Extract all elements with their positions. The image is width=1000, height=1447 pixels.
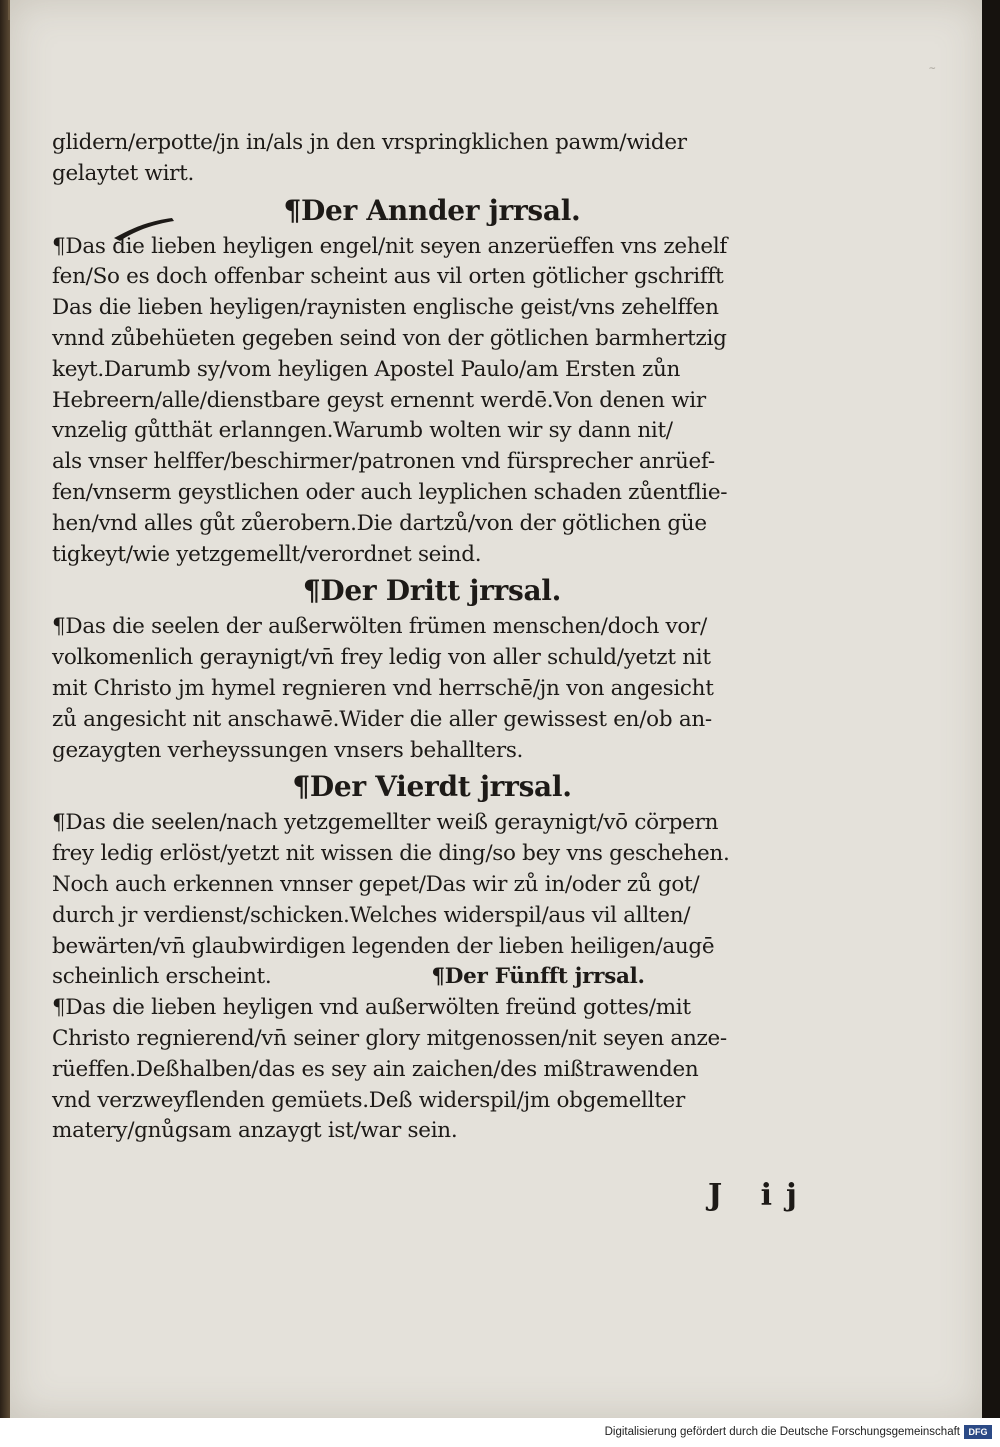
section-heading: ¶Der Vierdt jrrsal. [292,770,572,804]
text-line: hen/vnd alles gůt zůerobern.Die dartzů/von der götlichen güe [52,510,707,536]
page-text [52,128,812,1147]
funding-credit: Digitalisierung gefördert durch die Deutsche Forschungsgemeinschaft [604,1426,960,1438]
page-corner-mark: ~ [928,64,936,74]
text-line: ¶Das die seelen/nach yetzgemellter weiß geraynigt/vō cörpern [52,810,719,836]
book-binding [0,0,10,1418]
text-line: vnd verzweyflenden gemüets.Deß widerspil/jm obgemellter [52,1087,685,1113]
text-line: ¶Das die seelen der außerwölten frümen menschen/doch vor/ [52,614,707,640]
text-line: ¶Das die lieben heyligen engel/nit seyen anzerüeffen vns zehelf [52,233,728,259]
section-heading: ¶Der Dritt jrrsal. [302,574,562,608]
text-line: als vnser helffer/beschirmer/patronen vnd fürsprecher anrüef- [52,449,715,475]
text-line: zů angesicht nit anschawē.Wider die aller gewissest en/ob an- [52,706,712,732]
text-line: keyt.Darumb sy/vom heyligen Apostel Paulo/am Ersten zůn [52,356,681,382]
text-line: bewärten/vn̄ glaubwirdigen legenden der lieben heiligen/augē [52,933,715,959]
text-line: frey ledig erlöst/yetzt nit wissen die ding/so bey vns geschehen. [52,841,730,867]
text-line: Noch auch erkennen vnnser gepet/Das wir zů in/oder zů got/ [52,871,700,897]
signature-mark: J ij [708,1178,811,1213]
page-edge-shadow [982,0,1000,1418]
text-line: gezaygten verheyssungen vnsers behallters. [52,737,524,763]
text-line: durch jr verdienst/schicken.Welches widerspil/aus vil allten/ [52,902,691,928]
text-line: matery/gnůgsam anzaygt ist/war sein. [52,1118,458,1144]
footer-bar [0,1418,1000,1447]
dfg-logo-icon: DFG [964,1425,992,1439]
text-line: vnnd zůbehüeten gegeben seind von der götlichen barmhertzig [52,325,727,351]
text-line: Hebreern/alle/dienstbare geyst ernennt werdē.Von denen wir [52,387,706,413]
text-line: glidern/erpotte/jn in/als jn den vrspringklichen pawm/wider [52,130,687,155]
text-line: volkomenlich geraynigt/vn̄ frey ledig von aller schuld/yetzt nit [52,645,711,671]
section-heading-inline: ¶Der Fünfft jrrsal. [431,964,645,990]
text-line: ¶Das die lieben heyligen vnd außerwölten freünd gottes/mit [52,995,691,1021]
text-line: fen/So es doch offenbar scheint aus vil orten götlicher gschrifft [52,264,724,290]
text-line: rüeffen.Deßhalben/das es sey ain zaichen/des mißtrawenden [52,1056,699,1082]
text-line: vnzelig gůtthät erlanngen.Warumb wolten wir sy dann nit/ [52,418,673,444]
text-line: tigkeyt/wie yetzgemellt/verordnet seind. [52,541,482,567]
text-line: Das die lieben heyligen/raynisten englische geist/vns zehelffen [52,295,719,321]
text-line: gelaytet wirt. [52,160,194,186]
text-line: fen/vnserm geystlichen oder auch leyplichen schaden zůentflie- [52,479,728,505]
text-fragment: scheinlich erscheint. [52,964,272,990]
text-line: mit Christo jm hymel regnieren vnd herrschē/jn von angesicht [52,675,714,701]
text-line [52,962,812,993]
section-heading: ¶Der Annder jrrsal. [283,193,581,227]
text-line: Christo regnierend/vn̄ seiner glory mitgenossen/nit seyen anze- [52,1025,727,1051]
